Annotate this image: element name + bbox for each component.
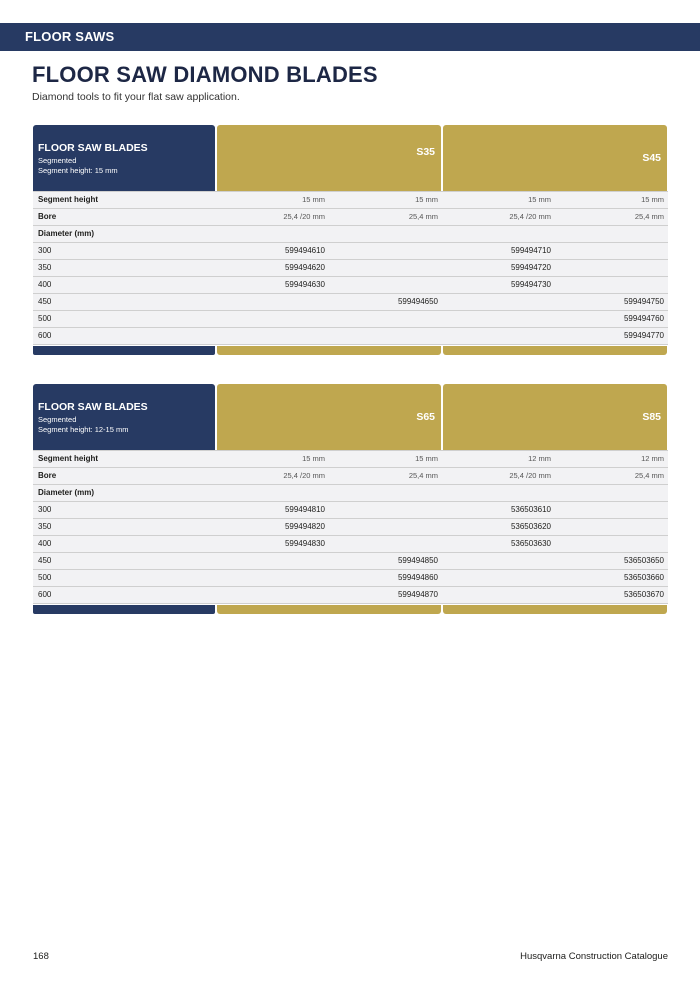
row-label: Bore: [38, 212, 57, 221]
cell: 25,4 /20 mm: [509, 212, 551, 221]
model-header-s45: [443, 125, 667, 191]
page-title: FLOOR SAW DIAMOND BLADES: [32, 62, 378, 87]
diameter-value: 600: [38, 331, 52, 340]
row-label: Diameter (mm): [38, 488, 95, 497]
article-number: 536503610: [510, 505, 551, 514]
article-number: 599494650: [397, 297, 438, 306]
table-row: [33, 243, 668, 260]
diameter-value: 450: [38, 297, 52, 306]
footer-bar-gold: [443, 605, 667, 614]
table-row-bore: [33, 209, 668, 226]
article-number: 599494830: [284, 539, 325, 548]
table-row-segment-height: [33, 191, 668, 209]
row-label: Segment height: [38, 195, 99, 204]
article-number: 599494730: [510, 280, 551, 289]
row-label: Bore: [38, 471, 57, 480]
table-row: [33, 570, 668, 587]
cell: 15 mm: [415, 195, 438, 204]
diameter-value: 350: [38, 522, 52, 531]
table-row: [33, 536, 668, 553]
footer-bar-navy: [33, 346, 215, 355]
cell: 25,4 mm: [634, 212, 664, 221]
article-number: 599494630: [284, 280, 325, 289]
page-number: 168: [33, 951, 49, 962]
cell: 25,4 mm: [408, 471, 438, 480]
article-number: 599494750: [623, 297, 664, 306]
table-row: [33, 294, 668, 311]
diameter-value: 500: [38, 573, 52, 582]
cell: 25,4 /20 mm: [509, 471, 551, 480]
article-number: 536503630: [510, 539, 551, 548]
article-number: 599494850: [397, 556, 438, 565]
cell: 15 mm: [641, 195, 664, 204]
diameter-value: 600: [38, 590, 52, 599]
table-row: [33, 277, 668, 294]
diameter-value: 400: [38, 280, 52, 289]
model-label: S85: [642, 411, 661, 423]
article-number: 599494720: [510, 263, 551, 272]
article-number: 536503650: [623, 556, 664, 565]
article-number: 536503620: [510, 522, 551, 531]
article-number: 536503660: [623, 573, 664, 582]
article-number: 599494610: [284, 246, 325, 255]
table-type: Segmented: [38, 415, 77, 424]
cell: 12 mm: [528, 454, 551, 463]
article-number: 599494620: [284, 263, 325, 272]
section-header-bar: [0, 23, 700, 51]
table-segment-note: Segment height: 12-15 mm: [38, 425, 129, 434]
table-footer-bar: [33, 346, 668, 355]
row-label: Segment height: [38, 454, 99, 463]
article-number: 599494710: [510, 246, 551, 255]
footer-bar-gold: [443, 346, 667, 355]
page-subtitle: Diamond tools to fit your flat saw application.: [32, 91, 240, 103]
footer-bar-navy: [33, 605, 215, 614]
table-row: [33, 311, 668, 328]
footer-bar-gold: [217, 346, 441, 355]
article-number: 599494810: [284, 505, 325, 514]
table-row-bore: [33, 468, 668, 485]
table-row: [33, 587, 668, 604]
cell: 15 mm: [528, 195, 551, 204]
model-label: S45: [642, 152, 661, 164]
cell: 15 mm: [415, 454, 438, 463]
cell: 15 mm: [302, 454, 325, 463]
diameter-value: 300: [38, 505, 52, 514]
cell: 15 mm: [302, 195, 325, 204]
catalogue-title: Husqvarna Construction Catalogue: [520, 951, 668, 962]
table-row: [33, 328, 668, 345]
model-label: S35: [416, 146, 435, 158]
cell: 25,4 /20 mm: [283, 212, 325, 221]
table-segment-note: Segment height: 15 mm: [38, 166, 118, 175]
article-number: 599494870: [397, 590, 438, 599]
diameter-value: 300: [38, 246, 52, 255]
table-body: [33, 191, 668, 345]
model-label: S65: [416, 411, 435, 423]
blade-table-s65-s85: [33, 384, 668, 614]
article-number: 599494760: [623, 314, 664, 323]
blade-table-s35-s45: [33, 125, 668, 355]
table-row: [33, 519, 668, 536]
table-header-title-cell: [33, 384, 215, 450]
table-heading: FLOOR SAW BLADES: [38, 401, 148, 413]
cell: 25,4 mm: [634, 471, 664, 480]
table-row: [33, 260, 668, 277]
article-number: 599494820: [284, 522, 325, 531]
table-header-title-cell: [33, 125, 215, 191]
footer-bar-gold: [217, 605, 441, 614]
table-row-diameter-label: [33, 485, 668, 502]
article-number: 536503670: [623, 590, 664, 599]
diameter-value: 350: [38, 263, 52, 272]
diameter-value: 450: [38, 556, 52, 565]
article-number: 599494860: [397, 573, 438, 582]
section-title: FLOOR SAWS: [25, 29, 115, 44]
table-row: [33, 553, 668, 570]
table-body: [33, 450, 668, 604]
table-row: [33, 502, 668, 519]
cell: 25,4 mm: [408, 212, 438, 221]
article-number: 599494770: [623, 331, 664, 340]
table-row-diameter-label: [33, 226, 668, 243]
cell: 12 mm: [641, 454, 664, 463]
model-header-s35: [217, 125, 441, 191]
model-header-s85: [443, 384, 667, 450]
table-type: Segmented: [38, 156, 77, 165]
model-header-s65: [217, 384, 441, 450]
table-footer-bar: [33, 605, 668, 614]
diameter-value: 500: [38, 314, 52, 323]
table-header: [33, 384, 668, 450]
table-header: [33, 125, 668, 191]
table-row-segment-height: [33, 450, 668, 468]
diameter-value: 400: [38, 539, 52, 548]
row-label: Diameter (mm): [38, 229, 95, 238]
cell: 25,4 /20 mm: [283, 471, 325, 480]
table-heading: FLOOR SAW BLADES: [38, 142, 148, 154]
